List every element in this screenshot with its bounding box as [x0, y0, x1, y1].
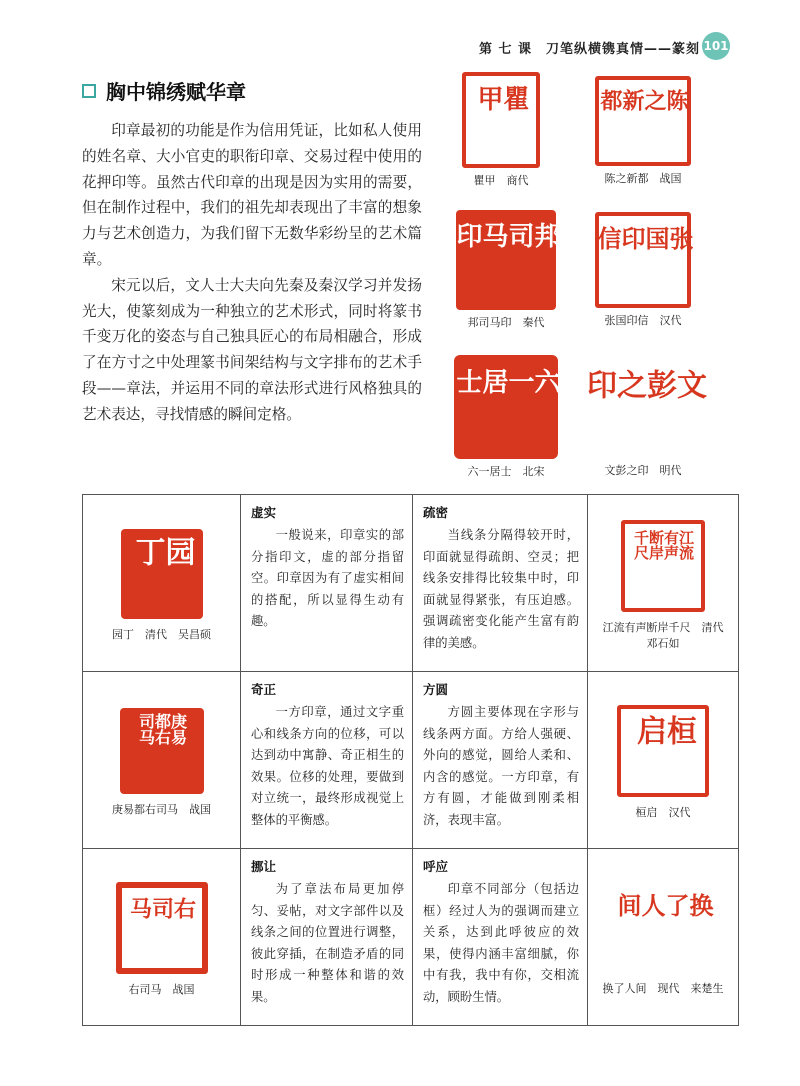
- seal-image-1: [462, 72, 540, 168]
- seal-glyphs: 右司马: [126, 896, 197, 919]
- intro-text: [82, 118, 422, 428]
- table-seal-cell: [83, 495, 241, 672]
- technique-cell: [413, 849, 588, 1026]
- technique-text: 方圆主要体现在字形与线条两方面。方给人强硬、外向的感觉，圆给人柔和、内含的感觉。一方印章，有方有圆，才能做到刚柔相济，表现丰富。: [423, 705, 579, 827]
- seal-caption-4: 张国印信 汉代: [604, 314, 682, 327]
- intro-paragraph-2: 宋元以后，文人士大夫向先秦及秦汉学习并发扬光大，使篆刻成为一种独立的艺术形式，同时将篆书千变万化的姿态与自己独具匠心的布局相融合，形成了在方寸之中处理篆书间架结构与文字排布的艺术手段——章法，并运用不同的章法形式进行风格独具的艺术表达，寻找情感的瞬间定格。: [82, 276, 422, 423]
- technique-text: 当线条分隔得较开时，印面就显得疏朗、空灵；把线条安排得比较集中时，印面就显得紧张，有压迫感。强调疏密变化能产生富有韵律的美感。: [423, 528, 579, 650]
- technique-title: 虚实: [251, 505, 277, 520]
- seal-figure-1: [446, 72, 556, 188]
- table-row: [83, 672, 739, 849]
- seal-image-jiangliu: [621, 520, 705, 612]
- seal-image-yuanding: [121, 529, 203, 619]
- seal-glyphs-2: 陈之新都: [597, 89, 689, 111]
- seal-image-6: [581, 360, 706, 458]
- page-number-badge: 101: [702, 32, 730, 60]
- intro-paragraph-1: 印章最初的功能是作为信用凭证，比如私人使用的姓名章、大小官吏的职衔印章、交易过程中使用的花押印等。虽然古代印章的出现是因为实用的需要，但在制作过程中，我们的祖先却表现出了丰富的想象力与艺术创造力，为我们留下无数华彩纷呈的艺术篇章。: [82, 122, 422, 268]
- seal-caption-3: 邦司马印 秦代: [467, 316, 545, 329]
- seal-caption: 庚易都右司马 战国: [112, 803, 211, 816]
- seal-figure-2: [588, 76, 698, 186]
- technique-title: 疏密: [423, 505, 449, 520]
- seal-glyphs-6: 文彭之印: [581, 369, 706, 399]
- seal-caption: 换了人间 现代 来楚生: [602, 982, 724, 995]
- seal-image-yousima: [116, 882, 208, 974]
- seal-image-5: [454, 355, 558, 459]
- seal-figure-5: [446, 355, 566, 479]
- seal-image-gengyi: [120, 708, 204, 794]
- seal-caption: 园丁 清代 吴昌硕: [112, 628, 211, 641]
- seal-caption: 江流有声断岸千尺 清代 邓石如: [602, 621, 735, 650]
- technique-text: 为了章法布局更加停匀、妥帖，对文字部件以及线条之间的位置进行调整，彼此穿插，在制造矛盾的同时形成一种整体和谐的效果。: [251, 882, 404, 1004]
- seal-image-huanqi: [617, 705, 709, 797]
- seal-glyphs-3: 邦司马印: [452, 221, 560, 248]
- seal-image-3: [452, 210, 560, 310]
- seal-glyphs: 换了人间: [613, 893, 714, 917]
- technique-title: 呼应: [423, 859, 449, 874]
- seal-glyphs: 桓启: [631, 714, 696, 745]
- technique-cell: [413, 495, 588, 672]
- seal-caption-2: 陈之新都 战国: [604, 172, 682, 185]
- section-heading: [82, 76, 246, 105]
- seal-caption-1: 瞿甲 商代: [473, 174, 529, 187]
- seal-caption: 右司马 战国: [128, 983, 195, 996]
- seal-figure-4: [588, 212, 698, 328]
- seal-image-4: [593, 212, 694, 308]
- table-seal-cell: [83, 849, 241, 1026]
- technique-text: 印章不同部分（包括边框）经过人为的强调而建立关系，达到此呼彼应的效果，使得内涵丰富细腻，你中有我，我中有你，交相流动，顾盼生情。: [423, 882, 579, 1004]
- technique-cell: [413, 672, 588, 849]
- technique-text: 一方印章，通过文字重心和线条方向的位移，可以达到动中寓静、奇正相生的效果。位移的处理，要做到对立统一，最终形成视觉上整体的平衡感。: [251, 705, 404, 827]
- seal-image-2: [595, 76, 691, 166]
- technique-cell: [241, 849, 413, 1026]
- technique-text: 一般说来，印章实的部分指印文，虚的部分指留空。印章因为有了虚实相间的搭配，所以显得生动有趣。: [251, 528, 404, 628]
- seal-glyphs: 园丁: [129, 536, 195, 566]
- table-seal-cell: [588, 672, 739, 849]
- technique-cell: [241, 672, 413, 849]
- seal-caption-6: 文彭之印 明代: [604, 464, 682, 477]
- seal-glyphs-4: 张国印信: [593, 225, 694, 250]
- seal-glyphs: 庚易都右司马: [136, 713, 188, 745]
- table-row: [83, 495, 739, 672]
- seal-figure-3: [446, 210, 566, 330]
- table-row: [83, 849, 739, 1026]
- technique-title: 挪让: [251, 859, 277, 874]
- seal-glyphs: 江流有声断岸千尺: [632, 529, 695, 560]
- composition-table: [82, 494, 739, 1026]
- seal-caption: 桓启 汉代: [635, 806, 691, 819]
- square-bullet-icon: [82, 84, 96, 98]
- technique-title: 方圆: [423, 682, 449, 697]
- seal-caption-5: 六一居士 北宋: [467, 465, 545, 478]
- technique-title: 奇正: [251, 682, 277, 697]
- table-seal-cell: [588, 849, 739, 1026]
- table-seal-cell: [83, 672, 241, 849]
- running-header: 第 七 课 刀笔纵横镌真情——篆刻: [478, 42, 700, 57]
- seal-glyphs-1: 瞿甲: [473, 84, 529, 111]
- section-title: 胸中锦绣赋华章: [106, 80, 246, 104]
- table-seal-cell: [588, 495, 739, 672]
- seal-image-huanle: [613, 883, 714, 973]
- technique-cell: [241, 495, 413, 672]
- seal-figure-6: [581, 360, 706, 478]
- seal-glyphs-5: 六一居士: [452, 367, 560, 394]
